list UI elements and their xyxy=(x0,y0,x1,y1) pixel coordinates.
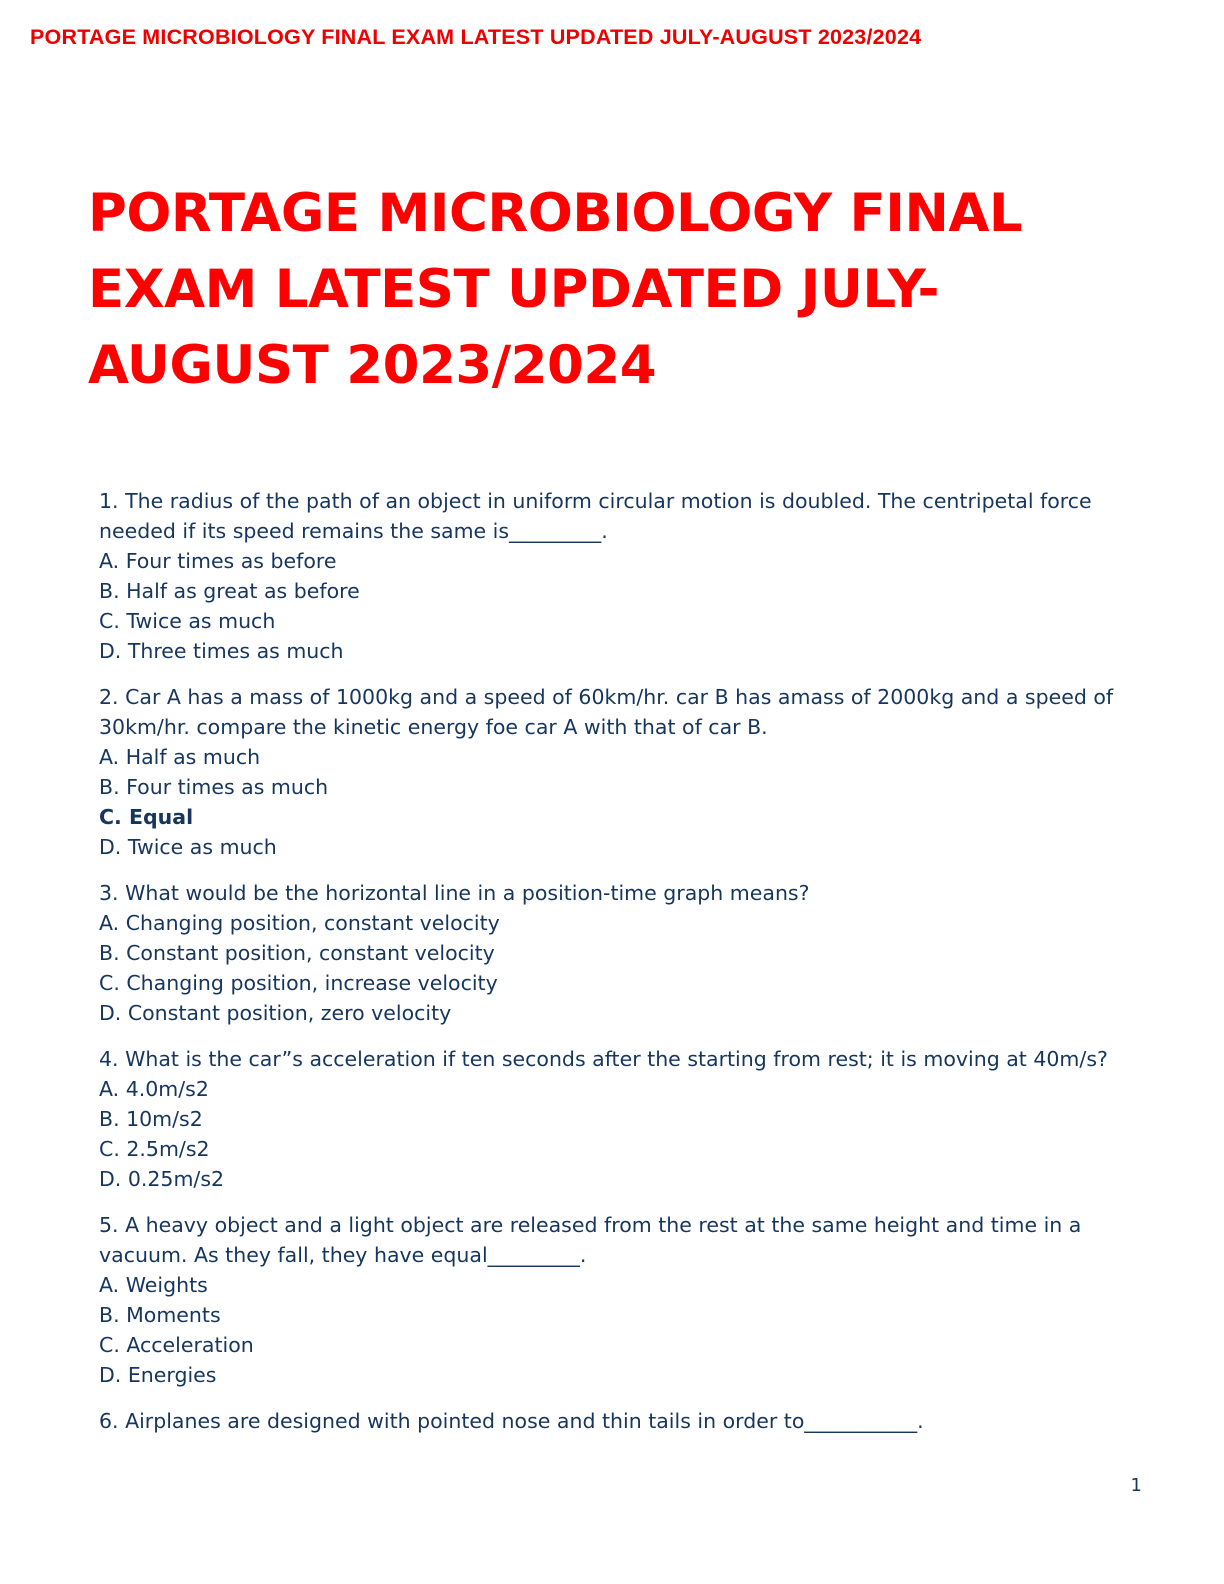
question-item xyxy=(99,1406,1149,1436)
answer-option[interactable]: C. 2.5m/s2 xyxy=(99,1137,210,1161)
question-text: 6. Airplanes are designed with pointed nose and thin tails in order to___________. xyxy=(99,1409,924,1433)
answer-option[interactable]: A. Four times as before xyxy=(99,549,337,573)
answer-option[interactable]: D. 0.25m/s2 xyxy=(99,1167,225,1191)
answer-option[interactable]: B. Four times as much xyxy=(99,775,329,799)
answer-option[interactable]: D. Energies xyxy=(99,1363,217,1387)
answer-option[interactable]: C. Changing position, increase velocity xyxy=(99,971,498,995)
page-title: PORTAGE MICROBIOLOGY FINAL EXAM LATEST UPDATED JULY-AUGUST 2023/2024 xyxy=(88,183,1023,396)
question-item xyxy=(99,1044,1149,1194)
answer-option[interactable]: A. Weights xyxy=(99,1273,208,1297)
answer-option[interactable]: D. Three times as much xyxy=(99,639,344,663)
question-text: 3. What would be the horizontal line in a position-time graph means? xyxy=(99,881,810,905)
answer-option[interactable]: B. Moments xyxy=(99,1303,221,1327)
answer-option-correct[interactable]: C. Equal xyxy=(99,805,194,829)
question-item xyxy=(99,1210,1149,1390)
question-item xyxy=(99,682,1149,862)
answer-option[interactable]: B. Constant position, constant velocity xyxy=(99,941,495,965)
answer-option[interactable]: C. Twice as much xyxy=(99,609,276,633)
answer-option[interactable]: A. 4.0m/s2 xyxy=(99,1077,209,1101)
answer-option[interactable]: A. Changing position, constant velocity xyxy=(99,911,500,935)
answer-option[interactable]: B. Half as great as before xyxy=(99,579,360,603)
exam-questions xyxy=(99,486,1149,1452)
answer-option[interactable]: D. Twice as much xyxy=(99,835,277,859)
page-number: 1 xyxy=(1130,1475,1142,1496)
question-item xyxy=(99,878,1149,1028)
question-text: 1. The radius of the path of an object in uniform circular motion is doubled. The centripetal force needed if its speed remains the same is_________. xyxy=(99,489,1092,543)
answer-option[interactable]: C. Acceleration xyxy=(99,1333,254,1357)
answer-option[interactable]: B. 10m/s2 xyxy=(99,1107,203,1131)
answer-option[interactable]: D. Constant position, zero velocity xyxy=(99,1001,452,1025)
question-text: 4. What is the car”s acceleration if ten seconds after the starting from rest; it is moving at 40m/s? xyxy=(99,1047,1108,1071)
question-item xyxy=(99,486,1149,666)
running-header: PORTAGE MICROBIOLOGY FINAL EXAM LATEST UPDATED JULY-AUGUST 2023/2024 xyxy=(30,25,922,49)
answer-option[interactable]: A. Half as much xyxy=(99,745,261,769)
question-text: 5. A heavy object and a light object are released from the rest at the same height and time in a vacuum. As they fall, they have equal_________. xyxy=(99,1213,1082,1267)
question-text: 2. Car A has a mass of 1000kg and a speed of 60km/hr. car B has amass of 2000kg and a speed of 30km/hr. compare the kinetic energy foe car A with that of car B. xyxy=(99,685,1114,739)
